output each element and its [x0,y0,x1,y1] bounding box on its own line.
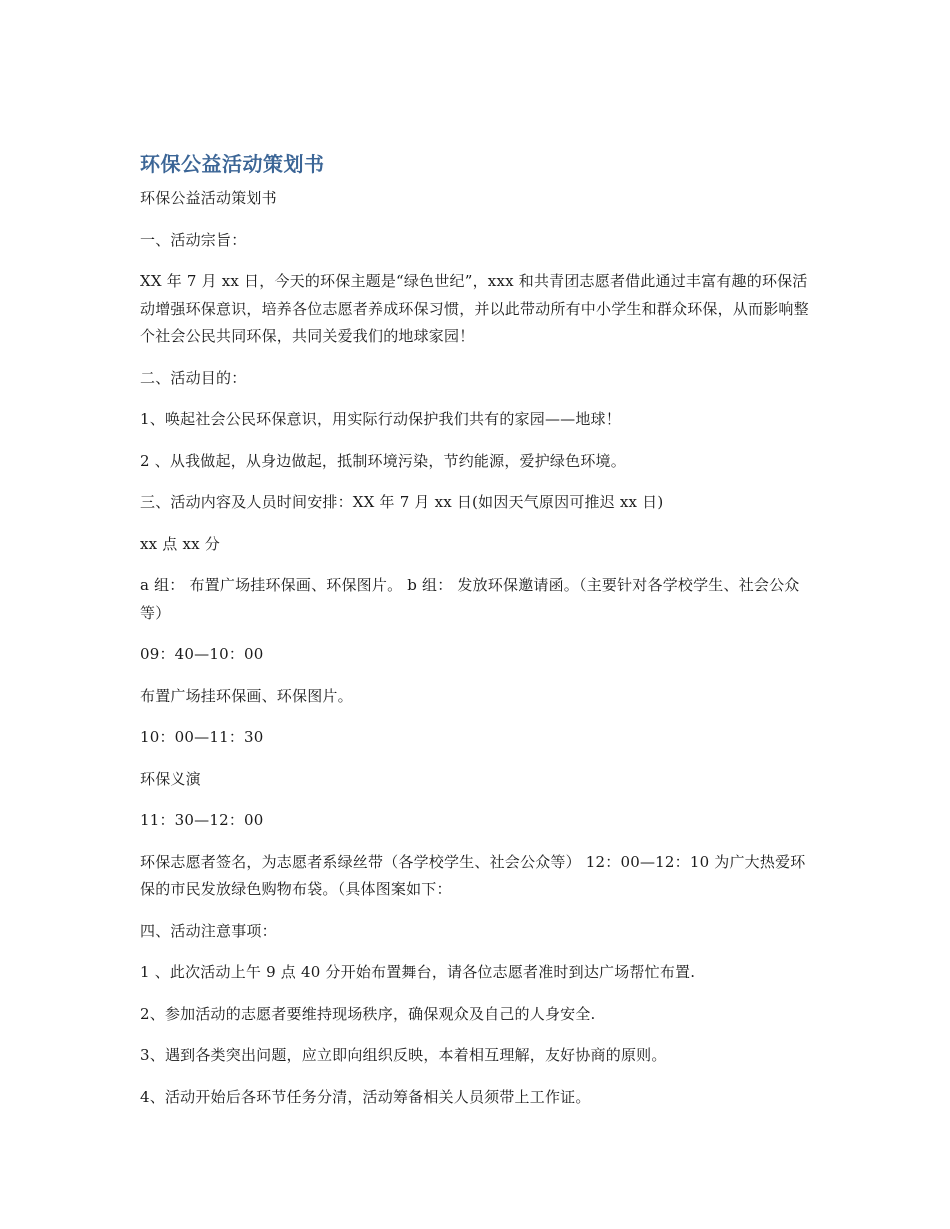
purpose-paragraph: XX 年 7 月 xx 日，今天的环保主题是“绿色世纪”，xxx 和共青团志愿者借此通过丰富有趣的环保活动增强环保意识，培养各位志愿者养成环保习惯，并以此带动所有中小学生和群众环保，从而影响整个社会公民共同环保，共同关爱我们的地球家园！ [140,272,809,345]
subtitle-paragraph: 环保公益活动策划书 [140,189,277,207]
schedule-activity: 环保义演 [140,769,201,788]
schedule-activity: 布置广场挂环保画、环保图片。 [140,686,353,705]
document-body [140,148,812,1125]
section-heading-purpose: 一、活动宗旨： [140,230,247,249]
note-item-1: 1 、此次活动上午 9 点 40 分开始布置舞台，请各位志愿者准时到达广场帮忙布置. [140,963,696,981]
section-heading-goals: 二、活动目的： [140,368,247,387]
schedule-time: xx 点 xx 分 [140,534,220,553]
note-item-3: 3、遇到各类突出问题，应立即向组织反映，本着相互理解，友好协商的原则。 [140,1046,667,1064]
schedule-groups: a 组： 布置广场挂环保画、环保图片。 b 组： 发放环保邀请函。（主要针对各学校学生、社会公众等） [140,576,800,622]
note-item-2: 2、参加活动的志愿者要维持现场秩序，确保观众及自己的人身安全. [140,1004,596,1023]
goal-item-2: 2 、从我做起，从身边做起，抵制环境污染，节约能源，爱护绿色环境。 [140,451,626,470]
document-title: 环保公益活动策划书 [140,152,325,176]
schedule-time: 10：00—11：30 [140,728,264,746]
section-heading-notes: 四、活动注意事项： [140,921,277,940]
schedule-activity: 环保志愿者签名，为志愿者系绿丝带（各学校学生、社会公众等） 12：00—12：10 为广大热爱环保的市民发放绿色购物布袋。（具体图案如下： [140,852,806,898]
schedule-time: 11：30—12：00 [140,811,264,829]
schedule-time: 09：40—10：00 [140,645,264,663]
goal-item-1: 1、唤起社会公民环保意识，用实际行动保护我们共有的家园——地球！ [140,410,621,428]
note-item-4: 4、活动开始后各环节任务分清，活动筹备相关人员须带上工作证。 [140,1087,591,1106]
section-heading-schedule: 三、活动内容及人员时间安排：XX 年 7 月 xx 日(如因天气原因可推迟 xx 日) [140,493,664,511]
